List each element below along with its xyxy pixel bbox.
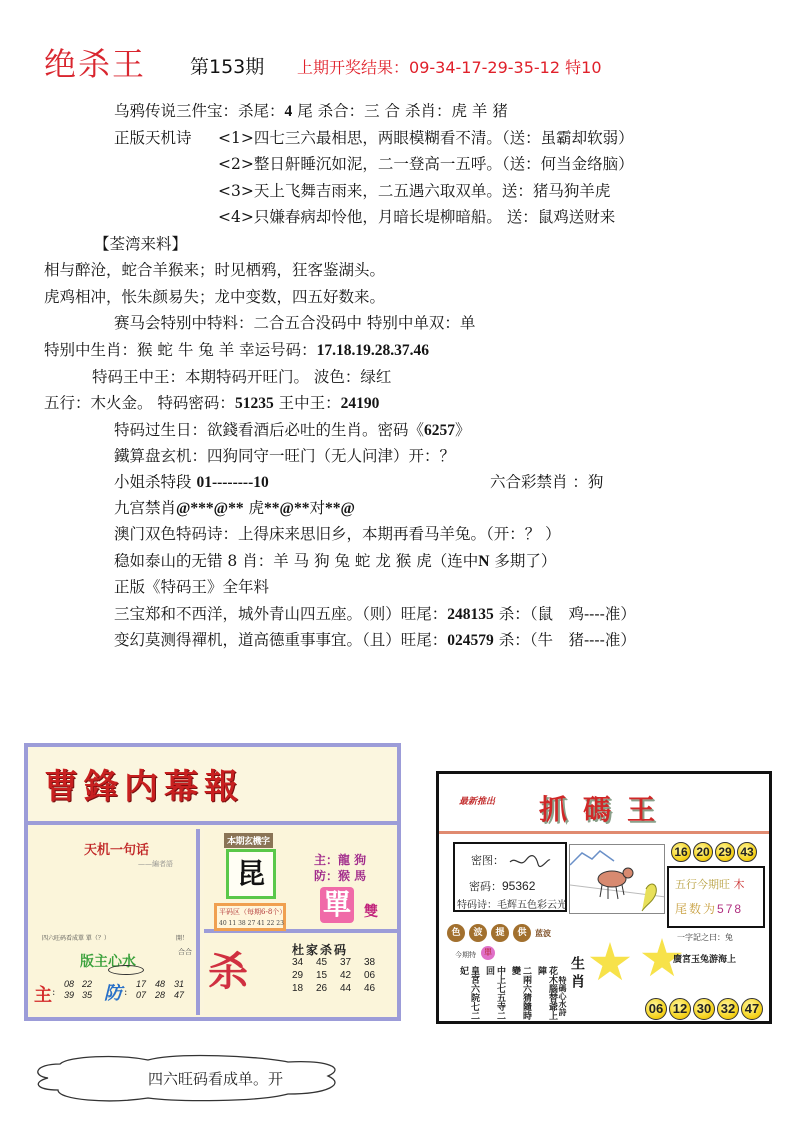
mima-value: 95362	[502, 879, 536, 893]
cloud-callout	[28, 1054, 342, 1102]
jiugong-line	[114, 498, 355, 519]
year-line-2	[114, 630, 636, 651]
steady-n: N	[478, 553, 490, 570]
number-ball: 06	[645, 998, 667, 1020]
birthday-code: 6257	[424, 422, 456, 439]
dan-badge: 單	[320, 887, 354, 923]
year-line-kill: 杀：（鼠 鸡----准）	[493, 605, 636, 623]
zhu-label: 主	[34, 985, 52, 1006]
mitu-scribble-icon	[508, 854, 552, 868]
number-ball: 16	[671, 842, 691, 862]
number-ball: 12	[669, 998, 691, 1020]
pinma-label: 平码区（每期6-8个）	[219, 908, 287, 916]
liuhecai-ban: 六合彩禁肖 ：狗	[490, 473, 604, 491]
zhu-number: 35	[82, 990, 93, 1000]
tail-line	[675, 900, 743, 917]
tianji-title: 天机一句话	[84, 843, 150, 858]
fang-number: 07	[136, 990, 147, 1000]
fang-number: 48	[155, 979, 166, 989]
shengxiao-label: 生肖	[569, 956, 585, 992]
wuxing-line	[44, 393, 379, 414]
zhu-number: 39	[64, 990, 75, 1000]
quanwan-line-1: 相与醉沧，蛇合羊猴来；时见栖鸦，狂客鉴湖头。	[44, 261, 386, 279]
tag-badge: 提	[491, 924, 509, 942]
tebie-zodiac-label: 特别中生肖：猴 蛇 牛 兔 羊 幸运号码：	[44, 341, 317, 359]
jiugong-dui: 对	[309, 499, 325, 517]
sha-number: 26	[316, 983, 328, 994]
poem-column: 皇宮六院七二妃	[458, 966, 479, 1020]
birthday-line	[114, 420, 471, 441]
page-header	[44, 44, 744, 84]
ox-scene-image	[569, 844, 665, 914]
tema-poem: 特码诗：毛辉五色彩云光	[457, 900, 567, 911]
saima-line: 赛马会特别中特料：二合五合没码中 特别中单双：单	[114, 314, 476, 332]
wuya-line	[114, 101, 508, 122]
zhu-zodiac: 主：龍 狗	[314, 853, 367, 867]
last-result-numbers: 09-34-17-29-35-12	[409, 58, 561, 77]
zhu-numbers	[64, 979, 100, 1000]
zhuamawang-panel	[436, 771, 772, 1024]
jiugong-label: 九宫禁肖	[114, 499, 177, 517]
shuang-badge: 雙	[364, 904, 378, 920]
qiji-tag: 單	[481, 946, 495, 960]
sha-number: 42	[340, 970, 352, 981]
sha-number: 37	[340, 957, 352, 968]
wuxing-line	[675, 876, 745, 892]
number-ball: 47	[741, 998, 763, 1020]
tema-code: 51235	[234, 395, 274, 412]
sha-number: 46	[364, 983, 376, 994]
macau-poem: 澳门双色特码诗：上得床来思旧乡，本期再看马羊兔。（开：？ ）	[114, 525, 561, 543]
sha-number: 06	[364, 970, 376, 981]
steady-line	[114, 551, 556, 572]
xuanji-char: 昆	[226, 849, 276, 899]
wuxing-box	[667, 866, 765, 928]
sha-title: 杜家杀码	[292, 943, 349, 957]
year-line-tail: 248135	[447, 606, 494, 623]
jiugong-code: @***@**	[176, 500, 244, 517]
tianji-foot-2: 開！	[176, 935, 189, 942]
wuxing-label: 五行今期旺	[675, 878, 730, 891]
xuanji-title: 本期玄機字	[224, 833, 273, 848]
tianji-poem-1: <1>四七三六最相思，两眼模糊看不清。（送：虽霸却软弱）	[218, 129, 634, 147]
wuxing-label: 五行：木火金。 特码密码：	[44, 394, 235, 412]
number-ball: 30	[693, 998, 715, 1020]
wuya-rest: 尾 杀合：三 合 杀肖：虎 羊 猪	[292, 102, 508, 120]
tag-suffix: 蓝波	[535, 927, 551, 938]
remember-line: 一字記之曰：兔	[677, 933, 733, 942]
tag-badge: 波	[469, 924, 487, 942]
birthday-close: 》	[455, 421, 471, 439]
sha-box	[204, 937, 397, 1015]
zhuamawang-title: 抓碼王	[539, 793, 672, 826]
sha-number: 45	[316, 957, 328, 968]
steady-close: 多期了）	[489, 552, 557, 570]
sha-number: 15	[316, 970, 328, 981]
sha-number: 38	[364, 957, 376, 968]
fang-colon: :	[124, 987, 128, 998]
xinshui-title: 版主心水	[80, 954, 136, 970]
fang-number: 47	[174, 990, 185, 1000]
tail-value: 578	[717, 902, 744, 916]
xiaojie-range: 01--------10	[196, 474, 269, 491]
last-result-special: 特10	[565, 58, 602, 77]
qiji-label: 今期特	[455, 951, 476, 959]
tianji-foot: 四六旺码看成單 單（？）	[42, 935, 110, 942]
heart-column: 特碼心水詩	[558, 976, 568, 1016]
year-line-text: 三宝郑和不西洋，城外青山四五座。（则）旺尾：	[114, 605, 448, 623]
abacus-line: 鐵算盘玄机：四狗同守一旺门（无人问津）开：？	[114, 447, 456, 465]
zhuamawang-header	[439, 774, 769, 834]
zhu-number: 08	[64, 979, 75, 989]
brand-title: 绝杀王	[44, 45, 147, 83]
poem-column: 中上七五寺二回	[484, 966, 505, 1020]
fang-numbers	[136, 979, 193, 1000]
tag-badge: 色	[447, 924, 465, 942]
mitu-label	[471, 852, 552, 868]
caofeng-panel	[24, 743, 401, 1021]
tianji-poem-2: <2>整日鼾睡沉如泥，二一登高一五呼。（送：何当金络脑）	[218, 155, 634, 173]
jiugong-code-3: **@	[324, 500, 355, 517]
steady-label: 稳如泰山的无错 8 肖：羊 马 狗 兔 蛇 龙 猴 虎（连中	[114, 552, 479, 570]
wangzhongwang-label: 王中王：	[273, 394, 341, 412]
sha-number: 34	[292, 957, 304, 968]
sha-number: 29	[292, 970, 304, 981]
fang-zodiac: 防：猴 馬	[314, 869, 367, 883]
tebie-zodiac-line	[44, 340, 429, 361]
sha-number: 18	[292, 983, 304, 994]
xiaojie-line	[114, 472, 269, 493]
tail-label: 尾数为	[675, 902, 718, 916]
tianji-label: 正版天机诗	[114, 129, 192, 147]
lucky-numbers: 17.18.19.28.37.46	[316, 342, 430, 359]
zhu-colon: :	[52, 987, 56, 998]
ox-illustration-icon	[570, 845, 665, 914]
color-tags	[447, 924, 551, 942]
temawang-year: 正版《特码王》全年料	[114, 578, 270, 596]
xuanji-box	[204, 829, 397, 933]
oval-shape	[108, 965, 144, 975]
year-line-text: 变幻莫测得禪机，道高德重事事宜。（且）旺尾：	[114, 631, 448, 649]
mitu-box	[453, 842, 567, 912]
year-line-1	[114, 604, 636, 625]
new-label: 最新推出	[459, 797, 496, 807]
quanwan-line-2: 虎鸡相冲，怅朱颜易失；龙中变数，四五好数来。	[44, 288, 386, 306]
fang-label: 防	[104, 983, 122, 1004]
heshe-label: 合合	[178, 948, 192, 956]
wuya-label: 乌鸦传说三件宝：杀尾：	[114, 102, 285, 120]
top-balls	[671, 842, 757, 862]
sha-char: 杀	[208, 948, 248, 995]
number-ball: 29	[715, 842, 735, 862]
quanwan-title: 【荃湾来料】	[94, 235, 188, 253]
sha-number: 44	[340, 983, 352, 994]
last-result-label: 上期开奖结果：	[297, 58, 410, 77]
fang-number: 17	[136, 979, 147, 989]
tianji-poem-4: <4>只嫌春病却怜他，月暗长堤柳暗船。 送：鼠鸡送财来	[218, 208, 616, 226]
mima-line	[469, 878, 535, 894]
tianji-poem-3: <3>天上飞舞吉雨来，二五遇六取双单。送：猪马狗羊虎	[218, 182, 611, 200]
poem-line: 廣宮玉兔游海上	[673, 955, 737, 965]
year-line-tail: 024579	[447, 632, 494, 649]
zhu-number: 22	[82, 979, 93, 989]
wuxing-value: 木	[733, 878, 745, 891]
poem-column: 二兩六猜隨時變	[510, 966, 531, 1020]
number-ball: 20	[693, 842, 713, 862]
tianji-box	[28, 829, 200, 1015]
bottom-balls	[645, 998, 763, 1020]
last-result	[297, 55, 602, 78]
fang-number: 31	[174, 979, 185, 989]
caofeng-title: 曹鋒内幕報	[44, 767, 244, 807]
kill-tail: 4	[284, 103, 293, 120]
pinma-numbers: 40 11 38 27 41 22 23	[219, 920, 284, 927]
star-burst-icon	[589, 942, 631, 984]
pinma-box	[214, 903, 286, 931]
number-ball: 32	[717, 998, 739, 1020]
jiugong-tiger: 虎	[243, 499, 265, 517]
poem-column: 花木腦替爺上陣	[536, 966, 557, 1020]
tag-badge: 供	[513, 924, 531, 942]
birthday-label: 特码过生日：欲錢看酒后必吐的生肖。密码《	[114, 421, 425, 439]
temawang-line: 特码王中王：本期特码开旺门。 波色：绿红	[92, 368, 392, 386]
xiaojie-label: 小姐杀特段	[114, 473, 197, 491]
jiugong-code-2: **@**	[264, 500, 310, 517]
year-line-kill: 杀：（牛 猪----准）	[493, 631, 636, 649]
fang-number: 28	[155, 990, 166, 1000]
issue-number: 第153期	[190, 56, 265, 78]
caofeng-title-box	[28, 747, 397, 825]
wangzhongwang-value: 24190	[340, 395, 380, 412]
tianji-sign: ——編者語	[138, 860, 173, 868]
mitu-label-text: 密图：	[471, 854, 504, 867]
cloud-text: 四六旺码看成单。开	[148, 1070, 284, 1088]
sha-numbers	[292, 957, 388, 994]
mima-label: 密码：	[469, 880, 502, 893]
number-ball: 43	[737, 842, 757, 862]
